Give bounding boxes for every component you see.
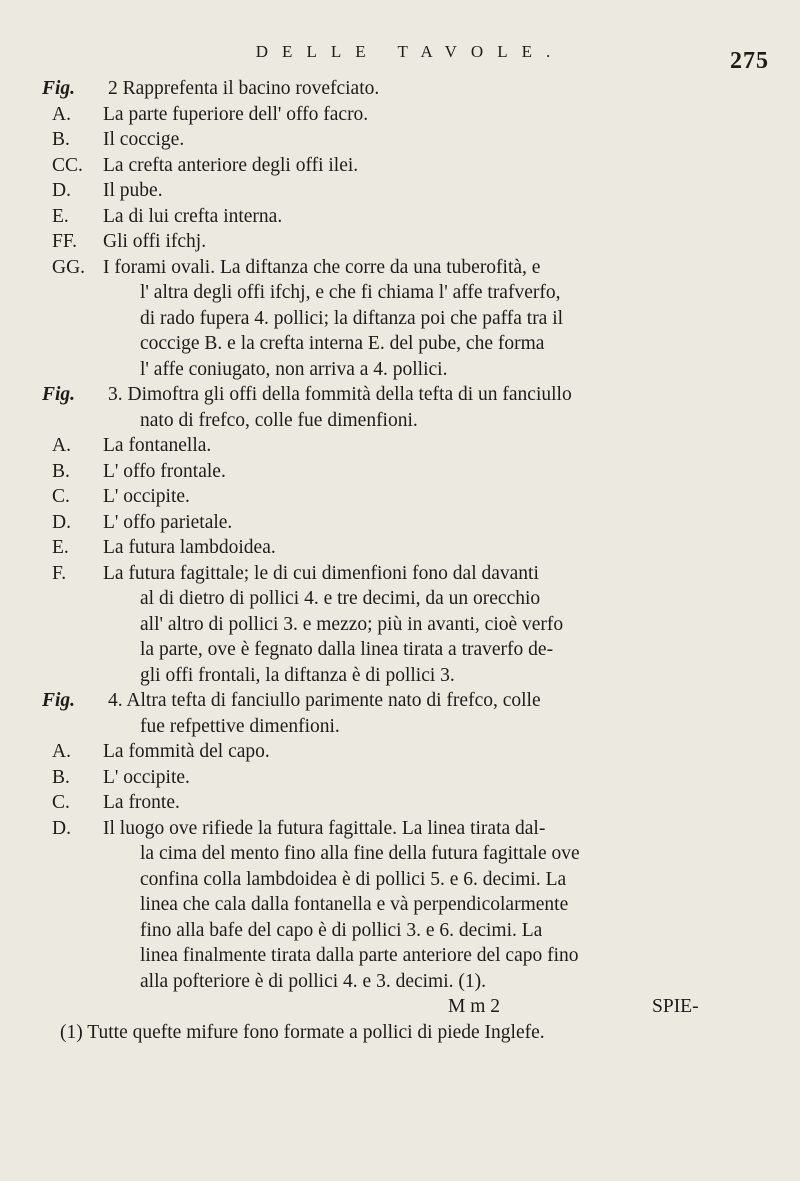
legend-letter: B. — [52, 129, 70, 150]
legend-letter: A. — [52, 741, 71, 762]
legend-line — [0, 255, 800, 281]
line-text: 4. Altra tefta di fanciullo parimente nato di frefco, colle — [108, 690, 541, 711]
legend-letter: A. — [52, 435, 71, 456]
legend-letter: D. — [52, 180, 71, 201]
legend-line — [0, 663, 800, 689]
legend-line — [0, 204, 800, 230]
legend-line — [0, 535, 800, 561]
figure-label: Fig. — [42, 384, 76, 405]
line-text: 2 Rapprefenta il bacino rovefciato. — [108, 78, 380, 99]
legend-line — [0, 357, 800, 383]
legend-line — [0, 739, 800, 765]
legend-letter: B. — [52, 460, 70, 482]
legend-line — [0, 892, 800, 918]
line-text: La fontanella. — [103, 435, 212, 456]
legend-letter: A. — [52, 103, 71, 125]
legend-letter: D. — [52, 817, 71, 839]
legend-line — [0, 153, 800, 179]
line-text: Il coccige. — [103, 129, 185, 150]
line-text: linea che cala dalla fontanella e và perpendicolarmente — [140, 894, 569, 915]
legend-line — [0, 867, 800, 893]
legend-letter: CC. — [52, 154, 83, 176]
line-text: nato di frefco, colle fue dimenfioni. — [140, 409, 418, 431]
line-text: di rado fupera 4. pollici; la diftanza poi che paffa tra il — [140, 307, 564, 329]
legend-letter: E. — [52, 537, 69, 558]
legend-line — [0, 229, 800, 255]
catchword: SPIE- — [652, 996, 699, 1017]
legend-line — [0, 102, 800, 128]
legend-line — [0, 459, 800, 485]
running-title: DELLE TAVOLE. — [255, 42, 565, 61]
legend-line — [0, 127, 800, 153]
line-text: confina colla lambdoidea è di pollici 5. e 6. decimi. La — [140, 868, 567, 890]
line-text: all' altro di pollici 3. e mezzo; più in avanti, cioè verfo — [140, 613, 564, 635]
line-text: al di dietro di pollici 4. e tre decimi, da un orecchio — [140, 588, 541, 609]
line-text: La crefta anteriore degli offi ilei. — [103, 154, 359, 176]
legend-letter: GG. — [52, 256, 86, 278]
legend-letter: B. — [52, 766, 70, 788]
line-text: La fronte. — [103, 792, 180, 813]
line-text: La parte fuperiore dell' offo facro. — [103, 103, 369, 125]
line-text: La futura lambdoidea. — [103, 537, 276, 558]
legend-line — [0, 714, 800, 740]
legend-line — [0, 178, 800, 204]
line-text: L' occipite. — [103, 486, 190, 507]
line-text: linea finalmente tirata dalla parte anteriore del capo fino — [140, 945, 579, 966]
legend-letter: F. — [52, 562, 67, 584]
legend-line — [0, 433, 800, 459]
legend-line — [0, 331, 800, 357]
line-text: l' altra degli offi ifchj, e che fi chiama l' affe trafverfo, — [140, 282, 561, 303]
line-text: I forami ovali. La diftanza che corre da una tuberofità, e — [103, 256, 541, 278]
line-text: la cima del mento fino alla fine della futura fagittale ove — [140, 843, 580, 864]
legend-line — [0, 918, 800, 944]
figure-caption-line — [0, 76, 800, 102]
figure-label: Fig. — [42, 78, 76, 99]
legend-line — [0, 484, 800, 510]
line-text: (1) Tutte quefte mifure fono formate a pollici di piede Inglefe. — [60, 1021, 545, 1043]
legend-letter: E. — [52, 205, 69, 227]
legend-line — [0, 306, 800, 332]
legend-line — [0, 408, 800, 434]
footnote-line — [0, 1020, 800, 1046]
legend-line — [0, 637, 800, 663]
line-text: l' affe coniugato, non arriva a 4. pollici. — [140, 358, 448, 380]
legend-line — [0, 765, 800, 791]
legend-letter: D. — [52, 511, 71, 533]
line-text: fino alla bafe del capo è di pollici 3. e 6. decimi. La — [140, 919, 543, 941]
legend-line — [0, 280, 800, 306]
line-text: coccige B. e la crefta interna E. del pube, che forma — [140, 333, 545, 354]
legend-line — [0, 969, 800, 995]
line-text: La futura fagittale; le di cui dimenfioni fono dal davanti — [103, 562, 539, 584]
legend-line — [0, 612, 800, 638]
line-text: La di lui crefta interna. — [103, 205, 283, 227]
line-text: Il luogo ove rifiede la futura fagittale. La linea tirata dal- — [103, 817, 546, 839]
legend-line — [0, 510, 800, 536]
signature-line — [0, 994, 800, 1020]
legend-line — [0, 943, 800, 969]
line-text: L' offo frontale. — [103, 460, 226, 482]
legend-line — [0, 586, 800, 612]
figure-caption-line — [0, 688, 800, 714]
legend-letter: C. — [52, 486, 70, 507]
line-text: La fommità del capo. — [103, 741, 270, 762]
line-text: alla pofteriore è di pollici 4. e 3. decimi. (1). — [140, 970, 487, 992]
line-text: la parte, ove è fegnato dalla linea tirata a traverfo de- — [140, 639, 554, 660]
page-number: 275 — [730, 48, 769, 74]
page-body — [0, 76, 800, 1045]
line-text: Il pube. — [103, 180, 163, 201]
line-text: fue refpettive dimenfioni. — [140, 715, 340, 737]
gathering-mark: M m 2 — [448, 996, 501, 1017]
legend-line — [0, 816, 800, 842]
figure-label: Fig. — [42, 690, 76, 711]
figure-caption-line — [0, 382, 800, 408]
line-text: L' occipite. — [103, 766, 190, 788]
line-text: gli offi frontali, la diftanza è di pollici 3. — [140, 664, 455, 686]
legend-letter: FF. — [52, 231, 78, 252]
legend-line — [0, 561, 800, 587]
line-text: Gli offi ifchj. — [103, 231, 207, 252]
line-text: L' offo parietale. — [103, 511, 233, 533]
line-text: 3. Dimoftra gli offi della fommità della tefta di un fanciullo — [108, 384, 572, 405]
legend-letter: C. — [52, 792, 70, 813]
legend-line — [0, 790, 800, 816]
legend-line — [0, 841, 800, 867]
